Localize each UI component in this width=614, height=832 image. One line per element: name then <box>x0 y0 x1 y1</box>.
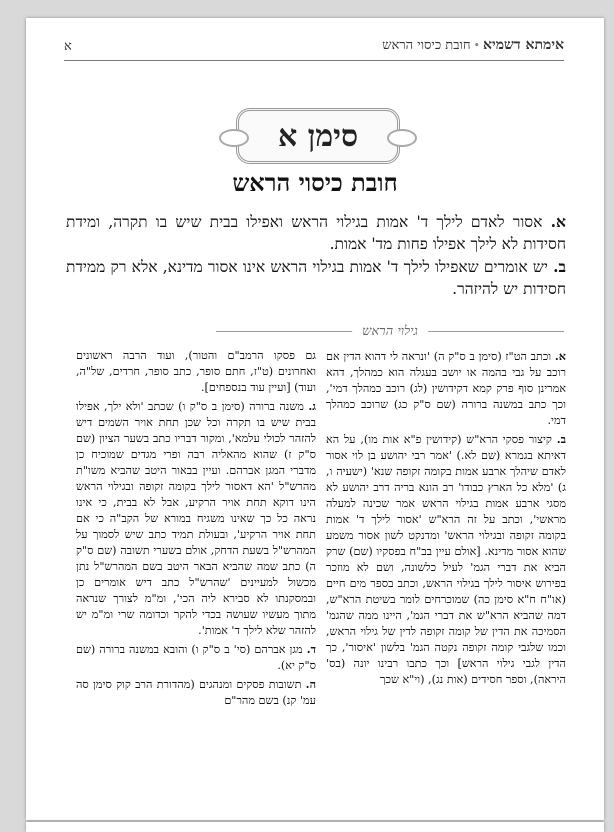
footnote-marker: ה. <box>305 677 317 691</box>
footnote-entry <box>76 398 316 639</box>
header-separator: • <box>473 39 481 52</box>
document-page <box>26 18 604 820</box>
header-rule <box>64 60 564 61</box>
paragraph-text: אסור לאדם לילך ד' אמות בגילוי הראש ואפילו בבית שיש בו תקרה, ומידת חסידות לא לילך אפילו פחות מד' אמות. <box>66 213 566 253</box>
footnote-text: קיצור פסקי הרא"ש (קידושין פ"א אות מו), על הא דאיתא בגמרא (שם לא.) 'אמר רבי יהושע בן לוי אסור לאדם שיהלך ארבע אמות בקומה זקופה שנא' (ישעיה ו, ג) 'מלא כל הארץ כבודו' רב הונא בריה דרב יהושע לא מסגי ארבע אמות בגילוי הראש אמר שכינה למעלה מראשי', וכתב על זה הרא"ש 'אסור לילך ד' אמות בקומה זקופה ובגילוי הראש' ומדנקט לשון אסור משמע שהוא אסור מדינא. [אולם עיין בב"ח בפסקיו (שם) שרק הביא את דברי הגמ' לעיל כלשונה, ושם לא מוזכר בפירוש איסור לילך בגילוי הראש, וכתב בספר מים חיים (או"ח ח"א סימן כה) שמוכרחים לומר בשיטת הרא"ש, דמה שהביא הרא"ש את דברי הגמ', היינו ממה שהגמ' הסמיכה את הדין של קומה זקופה לדין של גילוי הראש, וכמו שלגבי קומה זקופה נקטה הגמ' בלשון 'איסור', כך הדין לגבי גילוי הראש] וכך כתבו רבינו יונה (בס' היראה), וספר חסידים (אות נג), (וי"א שכך <box>326 433 566 686</box>
paragraph-marker: ב. <box>553 257 566 276</box>
book-title: אימתא דשמיא <box>483 37 564 53</box>
footnote-entry <box>326 348 566 429</box>
halacha-paragraph-2 <box>66 256 566 300</box>
footnote-marker: ג. <box>308 399 316 413</box>
footnote-text: גם פסקו הרמב"ם והטור), ועוד הרבה ראשונים ואחרונים (ט"ז, חתם סופר, כתב סופר, חרדים, של"ה, ועוד) [ועיין עוד בנספחים]. <box>76 349 316 394</box>
footnote-marker: ב. <box>556 432 566 446</box>
footnote-entry <box>326 431 566 688</box>
paragraph-text: יש אומרים שאפילו לילך ד' אמות בגילוי הראש אינו אסור מדינא, אלא רק ממידת חסידות יש להיזהר. <box>66 258 566 298</box>
paragraph-marker: א. <box>550 212 566 231</box>
halacha-paragraph-1 <box>66 211 566 255</box>
footnote-column-left <box>76 348 316 711</box>
page-number: א <box>64 39 72 54</box>
running-header <box>382 37 564 54</box>
footnote-text: תשובות פסקים ומנהגים (מהדורת הרב קוק סימן סה עמ' קנ) בשם מהר"ם <box>76 678 316 707</box>
footnote-text: וכתב הט"ז (סימן ב ס"ק ה) 'ונראה לי דהוא הדין אם רוכב על גבי בהמה או יושב בעגלה הוא כמהלך, דהא אמרינן סוף פרק קמא דקידושין (לג) רוכב כמהלך דמי', וכך כתב במשנה ברורה (שם ס"ק כג) שרוכב כמהלך דמי. <box>326 350 566 427</box>
siman-frame <box>236 108 400 164</box>
footnote-entry <box>76 641 316 674</box>
footnote-column-right <box>326 348 566 690</box>
footnote-text: מגן אברהם (סי' ב ס"ק ו) והובא במשנה ברורה (שם ס"ק יא). <box>76 643 316 672</box>
footnote-entry <box>76 348 316 396</box>
footnote-text: משנה ברורה (סימן ב ס"ק ו) שכתב 'ולא ילך, אפילו בבית שיש בו תקרה וכל שכן תחת אויר השמים דיש להזהר לכולי עלמא', ומקור דבריו כתב בשער הציון (שם ס"ק ז) שהוא מהאליה רבה ופרי מגדים שמוכיח כן מדברי המגן אברהם. ועיין בבאור היטב שהביא משו"ת מהרש"ל 'הא דאסור לילך בקומה זקופה ובגילוי הראש הינו דוקא תחת אויר הרקיע, אבל לא בבית, כי אינו נראה כל כך שאינו משגיח במורא של הקב"ה כי אם תחת אויר הרקיע', ובעולת תמיד כתב שיש לסמוך על המהרש"ל בשעת הדחק, אולם בשערי תשובה (שם ס"ק ה) כתב שמה שהביא הבאר היטב בשם המהרש"ל נתן מכשול למעיינים 'שהרש"ל כתב דיש אומרים כן ובמסקנתו לא סבירא ליה הכי', ומ"מ לצורך שנראה מתוך מעשיו שעושה בכדי להקר וכדומה שרי ומ"מ יש להזהר שלא לילך ד' אמות'. <box>76 400 316 637</box>
footnote-marker: ד. <box>306 642 316 656</box>
footnote-entry <box>76 676 316 709</box>
siman-title: סימן א <box>277 118 359 154</box>
chapter-title: חובת כיסוי הראש <box>232 168 398 197</box>
section-label: גילוי הראש <box>352 323 428 339</box>
next-page-edge <box>26 822 604 832</box>
footnote-marker: א. <box>554 349 566 363</box>
header-section: חובת כיסוי הראש <box>382 38 471 53</box>
